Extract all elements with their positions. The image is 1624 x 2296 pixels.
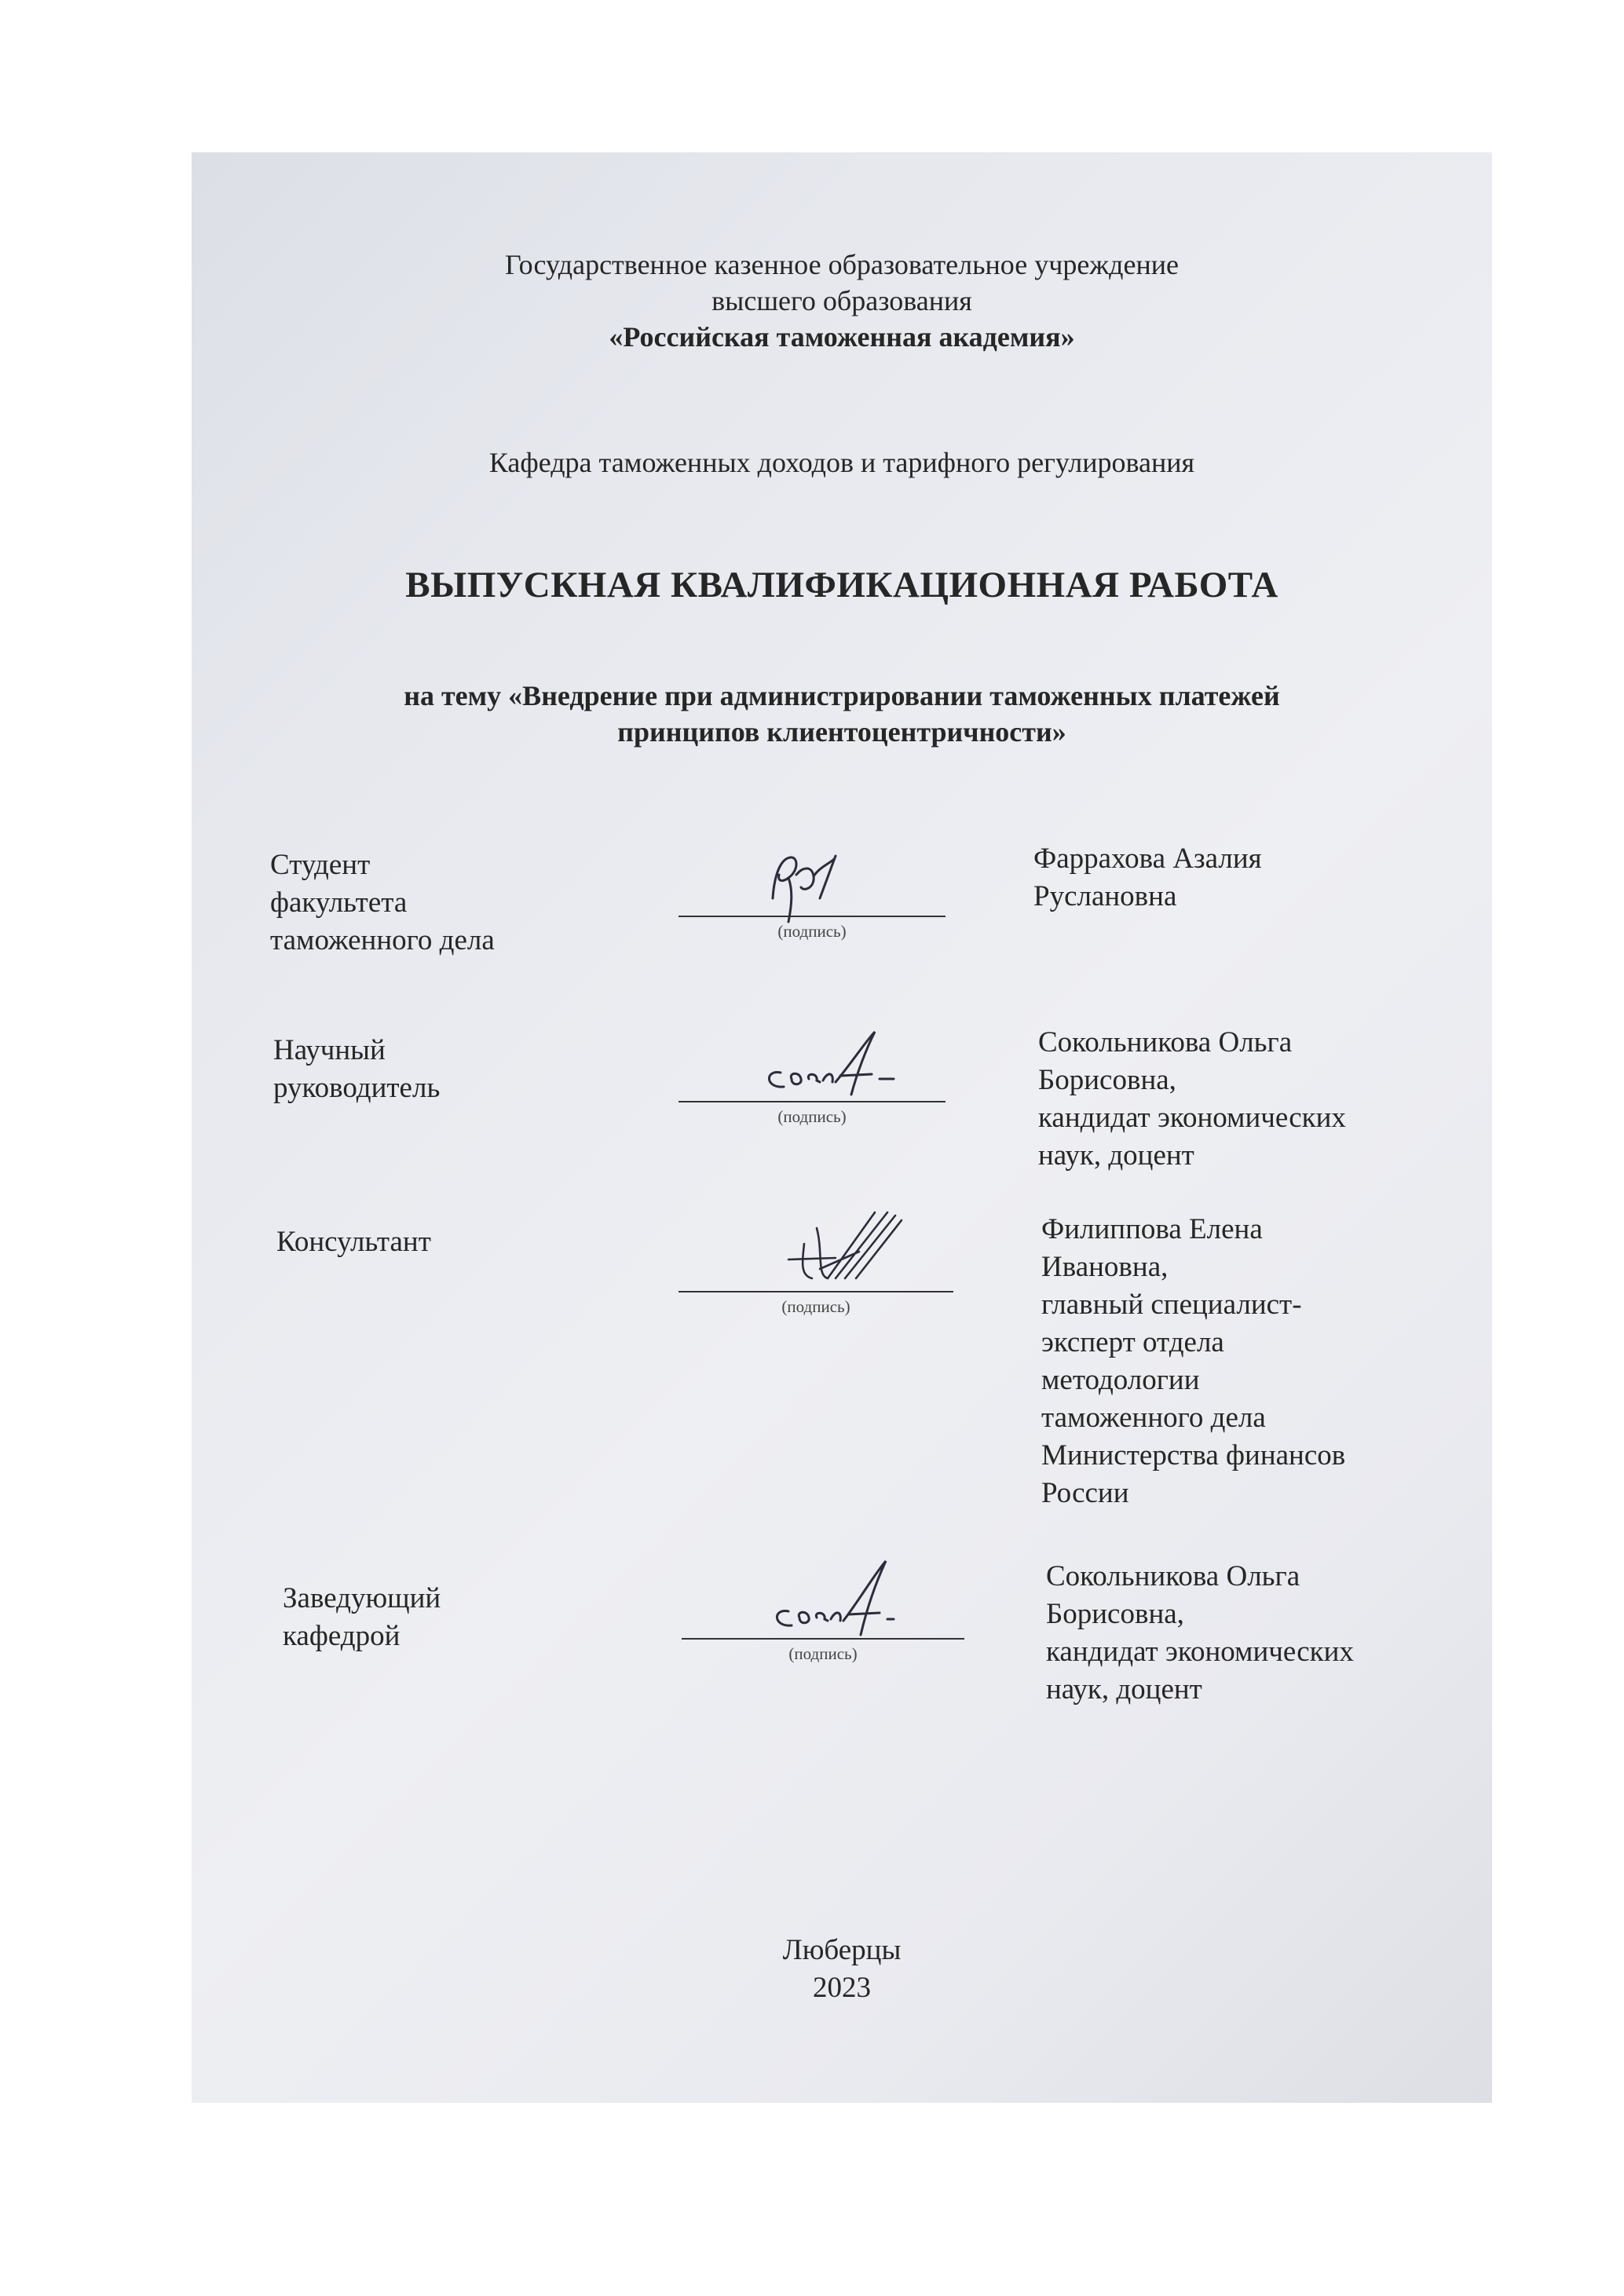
person-line: наук, доцент xyxy=(1046,1673,1202,1706)
person-line: Фаррахова Азалия xyxy=(1033,843,1262,875)
person-line: главный специалист- xyxy=(1041,1289,1302,1321)
role-line: Консультант xyxy=(276,1226,431,1258)
role-line: Заведующий xyxy=(283,1582,441,1614)
role-supervisor xyxy=(273,1032,603,1107)
person-line: Филиппова Елена xyxy=(1041,1213,1263,1245)
thesis-topic xyxy=(192,678,1492,750)
role-head-of-department xyxy=(283,1580,613,1655)
person-line: Борисовна, xyxy=(1038,1064,1176,1096)
person-consultant xyxy=(1041,1211,1450,1512)
institution-line-1: Государственное казенное образовательное учреждение xyxy=(505,249,1179,280)
person-line: Министерства финансов xyxy=(1041,1439,1346,1472)
role-line: факультета xyxy=(270,887,408,919)
signature-consultant xyxy=(741,1197,946,1299)
title-page-photo xyxy=(192,152,1492,2103)
city: Люберцы xyxy=(782,1934,902,1966)
signature-caption: (подпись) xyxy=(777,1107,847,1126)
person-line: Сокольникова Ольга xyxy=(1038,1026,1293,1058)
person-line: Руслановна xyxy=(1033,880,1177,912)
person-line: Ивановна, xyxy=(1041,1251,1169,1283)
person-supervisor xyxy=(1038,1024,1447,1175)
year: 2023 xyxy=(813,1972,871,2004)
person-line: кандидат экономических xyxy=(1046,1636,1354,1668)
signature-caption: (подпись) xyxy=(788,1644,858,1663)
signature-line xyxy=(678,1101,946,1102)
person-head-of-department xyxy=(1046,1558,1454,1709)
role-line: Научный xyxy=(273,1034,386,1066)
person-line: таможенного дела xyxy=(1041,1402,1266,1434)
role-consultant xyxy=(276,1223,606,1261)
role-line: таможенного дела xyxy=(270,924,495,956)
person-line: наук, доцент xyxy=(1038,1139,1194,1172)
thesis-topic-line-2: принципов клиентоцентричности» xyxy=(617,716,1066,748)
thesis-topic-line-1: на тему «Внедрение при администрировании таможенных платежей xyxy=(404,680,1280,711)
signature-line xyxy=(678,1291,953,1292)
person-line: методологии xyxy=(1041,1364,1200,1396)
signature-line xyxy=(682,1638,964,1640)
person-student xyxy=(1033,840,1442,916)
signature-caption: (подпись) xyxy=(777,922,847,941)
department: Кафедра таможенных доходов и тарифного регулирования xyxy=(488,447,1195,478)
person-line: эксперт отдела xyxy=(1041,1326,1224,1358)
person-line: Сокольникова Ольга xyxy=(1046,1560,1300,1592)
role-student xyxy=(270,846,600,960)
person-line: кандидат экономических xyxy=(1038,1102,1346,1134)
institution-name: «Российская таможенная академия» xyxy=(609,321,1075,353)
role-line: руководитель xyxy=(273,1072,441,1104)
signature-caption: (подпись) xyxy=(781,1297,850,1316)
institution-header xyxy=(192,247,1492,355)
person-line: России xyxy=(1041,1477,1129,1509)
institution-line-2: высшего образования xyxy=(711,285,972,316)
role-line: кафедрой xyxy=(283,1620,401,1652)
city-year xyxy=(192,1932,1492,2007)
signature-head-of-department xyxy=(741,1550,961,1644)
document-title: ВЫПУСКНАЯ КВАЛИФИКАЦИОННАЯ РАБОТА xyxy=(405,565,1278,605)
signature-line xyxy=(678,916,946,917)
role-line: Студент xyxy=(270,849,371,881)
signature-supervisor xyxy=(733,1024,953,1102)
person-line: Борисовна, xyxy=(1046,1598,1184,1630)
